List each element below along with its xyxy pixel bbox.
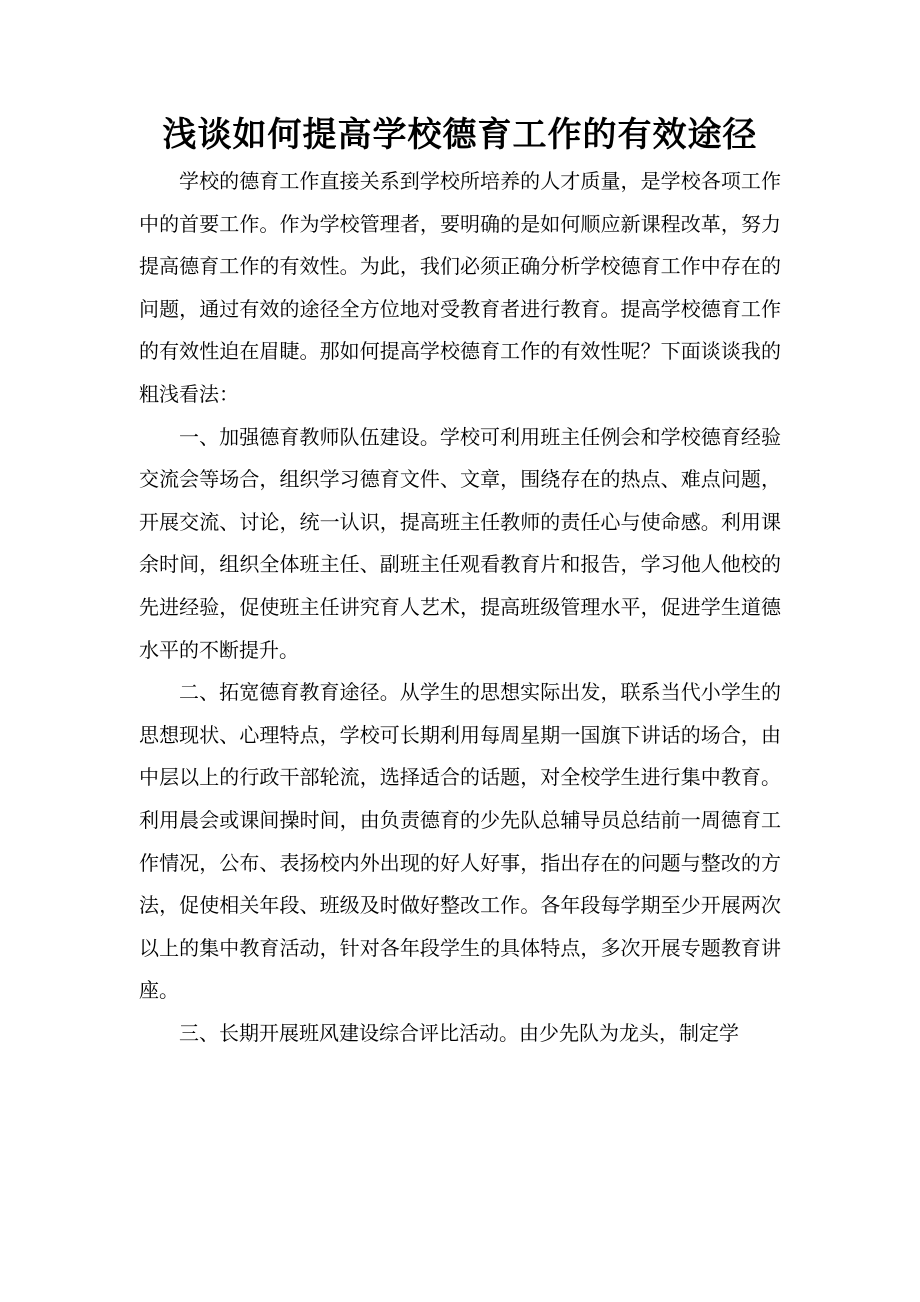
paragraph-intro: 学校的德育工作直接关系到学校所培养的人才质量，是学校各项工作中的首要工作。作为学校管理者，要明确的是如何顺应新课程改革，努力提高德育工作的有效性。为此，我们必须正确分析学校德育工作中存在的问题，通过有效的途径全方位地对受教育者进行教育。提高学校德育工作的有效性迫在眉睫。那如何提高学校德育工作的有效性呢？下面谈谈我的粗浅看法： bbox=[139, 169, 781, 406]
document-body bbox=[139, 160, 781, 1054]
paragraph-section-2: 二、拓宽德育教育途径。从学生的思想实际出发，联系当代小学生的思想现状、心理特点，学校可长期利用每周星期一国旗下讲话的场合，由中层以上的行政干部轮流，选择适合的话题，对全校学生进行集中教育。利用晨会或课间操时间，由负责德育的少先队总辅导员总结前一周德育工作情况，公布、表扬校内外出现的好人好事，指出存在的问题与整改的方法，促使相关年段、班级及时做好整改工作。各年段每学期至少开展两次以上的集中教育活动，针对各年段学生的具体特点，多次开展专题教育讲座。 bbox=[139, 680, 781, 1003]
document-title: 浅谈如何提高学校德育工作的有效途径 bbox=[162, 115, 758, 155]
paragraph-section-1: 一、加强德育教师队伍建设。学校可利用班主任例会和学校德育经验交流会等场合，组织学习德育文件、文章，围绕存在的热点、难点问题，开展交流、讨论，统一认识，提高班主任教师的责任心与使命感。利用课余时间，组织全体班主任、副班主任观看教育片和报告，学习他人他校的先进经验，促使班主任讲究育人艺术，提高班级管理水平，促进学生道德水平的不断提升。 bbox=[139, 424, 781, 662]
paragraph-section-3: 三、长期开展班风建设综合评比活动。由少先队为龙头，制定学 bbox=[179, 1020, 739, 1045]
